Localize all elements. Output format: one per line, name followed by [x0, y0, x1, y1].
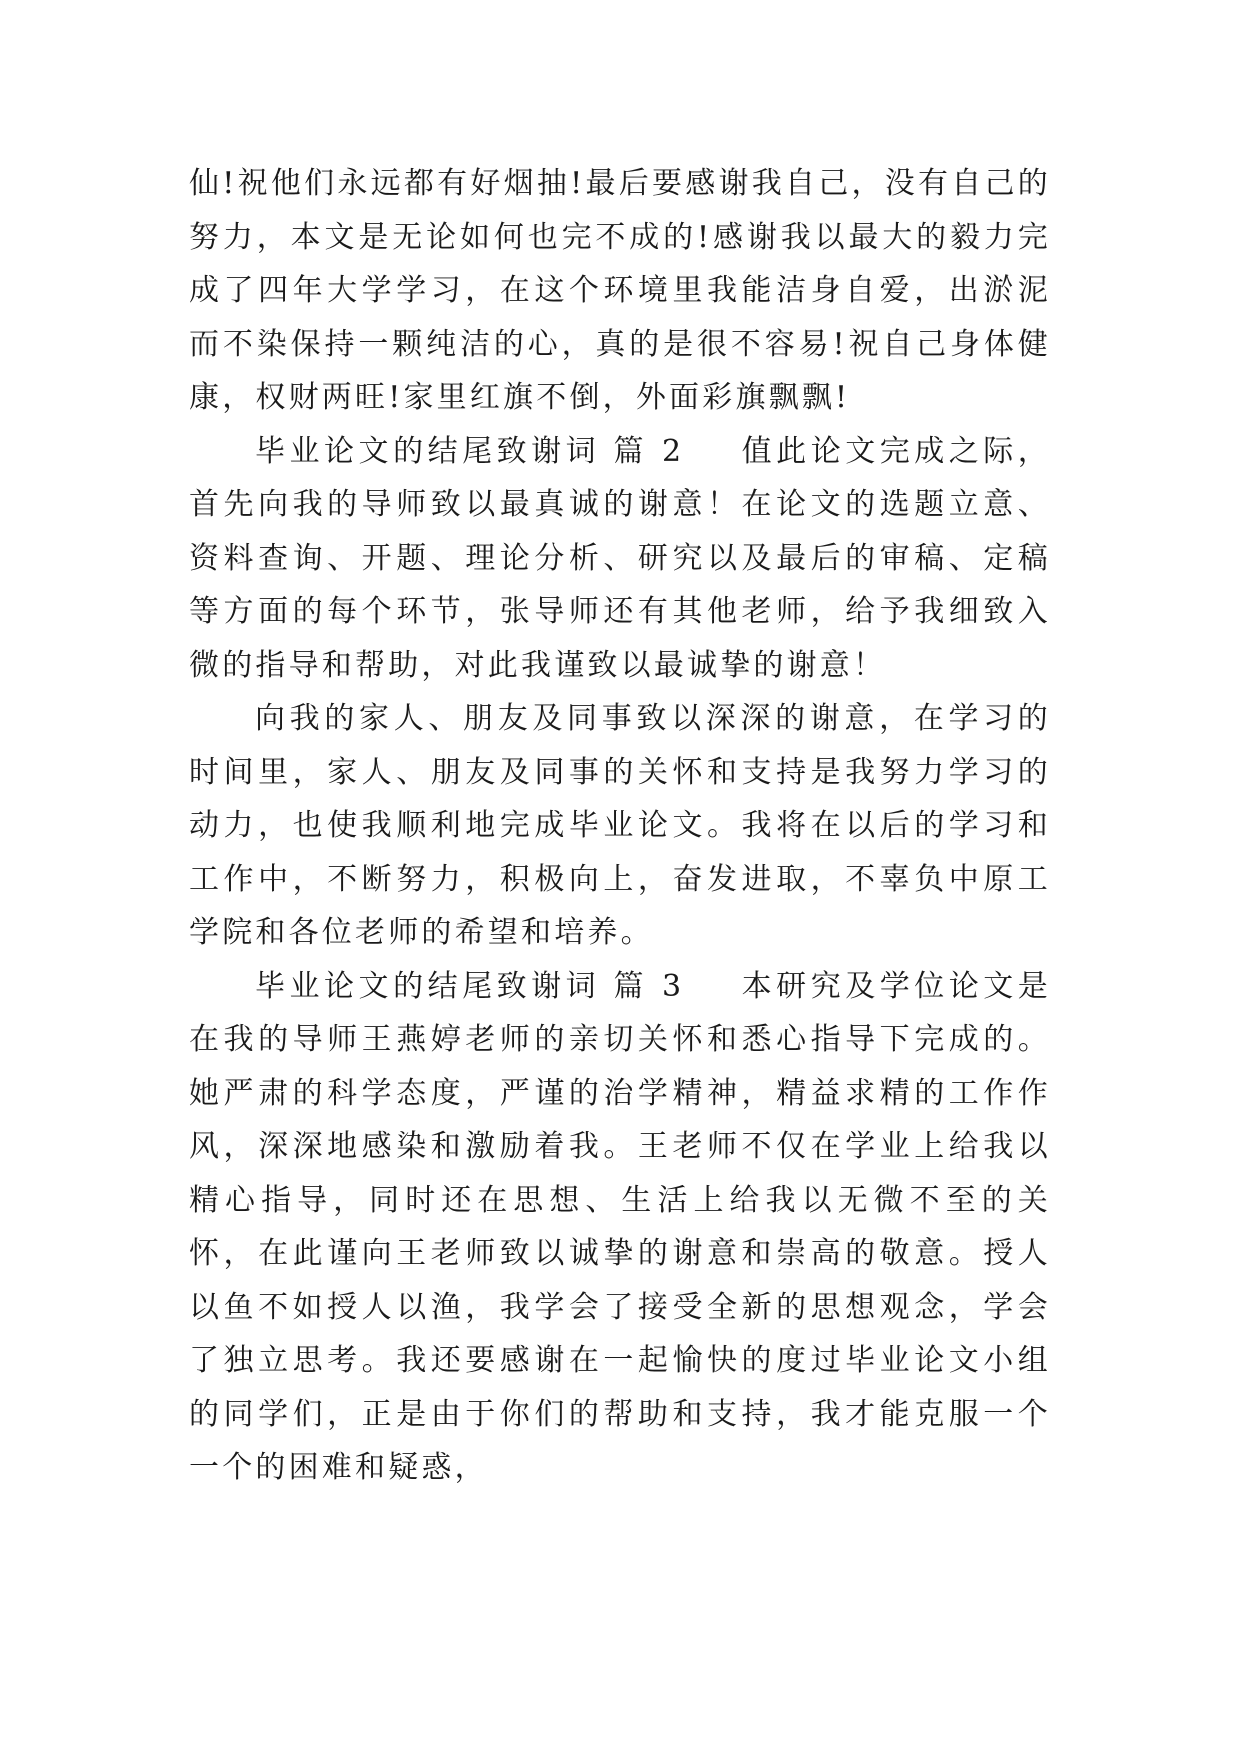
paragraph-1-text: 仙!祝他们永远都有好烟抽!最后要感谢我自己，没有自己的努力，本文是无论如何也完不成的!感谢我以最大的毅力完成了四年大学学习，在这个环境里我能洁身自爱，出淤泥而不染保持一颗纯洁的心，真的是很不容易!祝自己身体健康，权财两旺!家里红旗不倒，外面彩旗飘飘! [189, 166, 1051, 415]
paragraph-4 [189, 960, 1051, 1495]
paragraph-3-text: 向我的家人、朋友及同事致以深深的谢意，在学习的时间里，家人、朋友及同事的关怀和支持是我努力学习的动力，也使我顺利地完成毕业论文。我将在以后的学习和工作中，不断努力，积极向上，奋发进取，不辜负中原工学院和各位老师的希望和培养。 [189, 701, 1051, 950]
section-label-3: 篇 3 [612, 968, 685, 1004]
section-heading-2: 毕业论文的结尾致谢词 [255, 433, 601, 469]
paragraph-4-text: 本研究及学位论文是在我的导师王燕婷老师的亲切关怀和悉心指导下完成的。她严肃的科学态度，严谨的治学精神，精益求精的工作作风，深深地感染和激励着我。王老师不仅在学业上给我以精心指导，同时还在思想、生活上给我以无微不至的关怀，在此谨向王老师致以诚挚的谢意和崇高的敬意。授人以鱼不如授人以渔，我学会了接受全新的思想观念，学会了独立思考。我还要感谢在一起愉快的度过毕业论文小组的同学们，正是由于你们的帮助和支持，我才能克服一个一个的困难和疑惑， [189, 968, 1051, 1485]
paragraph-1 [189, 157, 1051, 425]
paragraph-3 [189, 692, 1051, 960]
paragraph-2-text: 值此论文完成之际，首先向我的导师致以最真诚的谢意！在论文的选题立意、资料查询、开题、理论分析、研究以及最后的审稿、定稿等方面的每个环节，张导师还有其他老师，给予我细致入微的指导和帮助，对此我谨致以最诚挚的谢意！ [189, 433, 1051, 683]
document-body [189, 157, 1051, 1495]
section-heading-3: 毕业论文的结尾致谢词 [255, 968, 601, 1004]
paragraph-2 [189, 425, 1051, 693]
section-label-2: 篇 2 [612, 433, 685, 469]
